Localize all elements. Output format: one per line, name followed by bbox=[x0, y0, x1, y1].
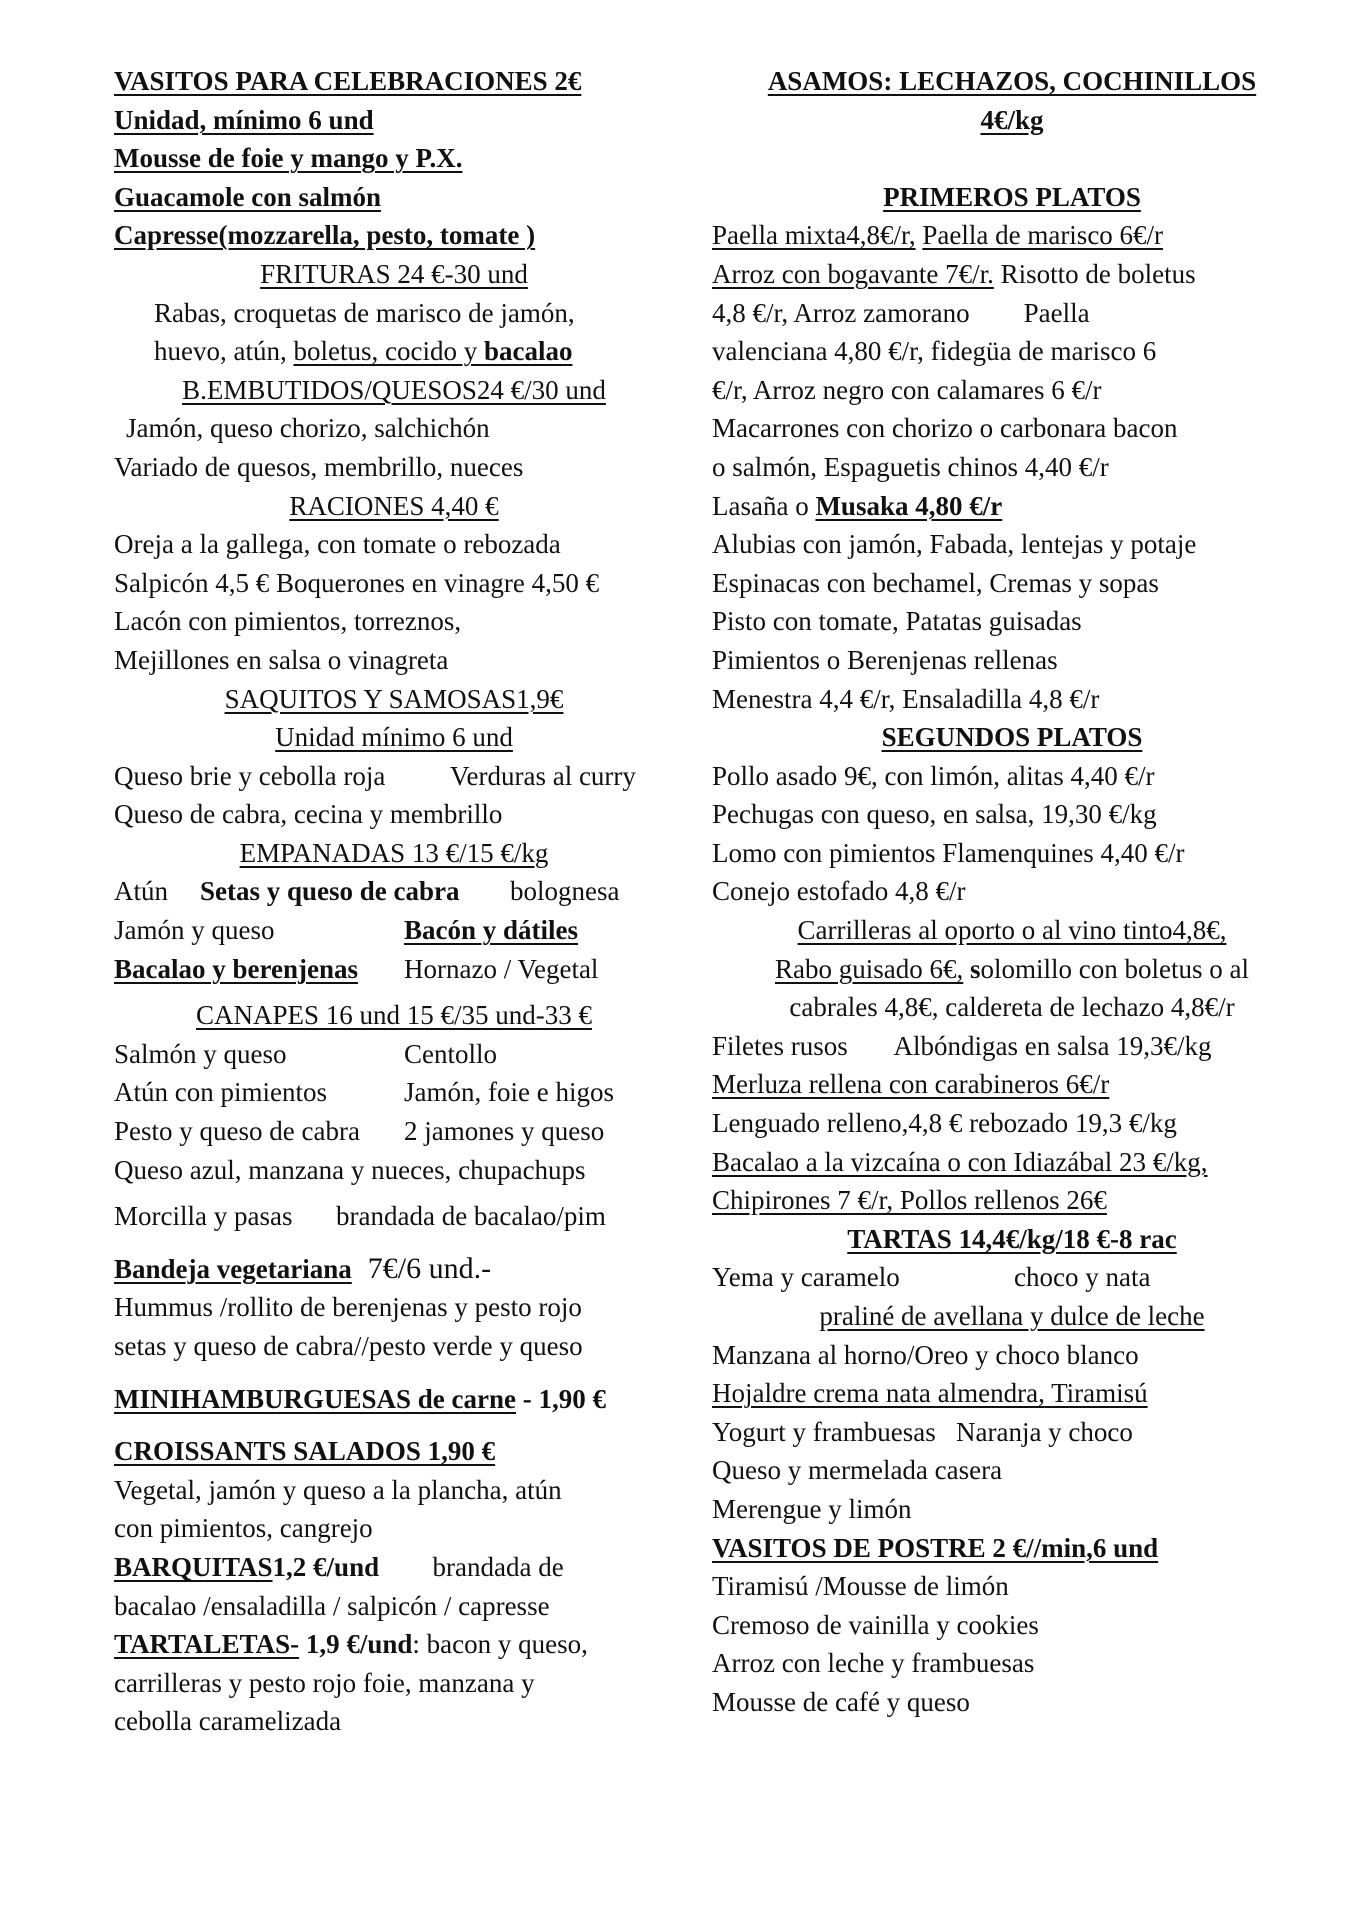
vasitos-postre-item: Mousse de café y queso bbox=[712, 1686, 970, 1717]
segundos-line: Merluza rellena con carabineros 6€/r bbox=[712, 1069, 1110, 1100]
segundos-line: Rabo guisado 6€, solomillo con boletus o al bbox=[775, 953, 1249, 984]
vasitos-item: Mousse de foie y mango y P.X. bbox=[114, 143, 463, 174]
barquitas-title: BARQUITAS1,2 €/und brandada de bbox=[114, 1551, 564, 1582]
segundos-line: Carrilleras al oporto o al vino tinto4,8€, bbox=[797, 915, 1227, 946]
primeros-line: Lasaña o Musaka 4,80 €/r bbox=[712, 490, 1003, 521]
croissants-title: CROISSANTS SALADOS 1,90 € bbox=[114, 1436, 496, 1467]
empanadas-row: Atún Setas y queso de cabra bolognesa bbox=[114, 876, 620, 907]
vasitos-item: Guacamole con salmón bbox=[114, 181, 381, 212]
raciones-line: Lacón con pimientos, torreznos, bbox=[114, 606, 462, 637]
barquitas-line: bacalao /ensaladilla / salpicón / capresse bbox=[114, 1590, 550, 1621]
primeros-line: Menestra 4,4 €/r, Ensaladilla 4,8 €/r bbox=[712, 683, 1100, 714]
vasitos-postre-item: Tiramisú /Mousse de limón bbox=[712, 1571, 1009, 1602]
croissants-line: Vegetal, jamón y queso a la plancha, atún bbox=[114, 1474, 562, 1505]
raciones-title: RACIONES 4,40 € bbox=[289, 490, 499, 521]
vasitos-unit: Unidad, mínimo 6 und bbox=[114, 104, 374, 135]
raciones-line: Salpicón 4,5 € Boquerones en vinagre 4,50 € bbox=[114, 567, 600, 598]
tartas-line: Merengue y limón bbox=[712, 1493, 912, 1524]
vasitos-postre-item: Cremoso de vainilla y cookies bbox=[712, 1609, 1039, 1640]
primeros-title: PRIMEROS PLATOS bbox=[883, 181, 1141, 212]
segundos-line: Chipirones 7 €/r, Pollos rellenos 26€ bbox=[712, 1185, 1107, 1216]
vasitos-title: VASITOS PARA CELEBRACIONES 2€ bbox=[114, 66, 582, 96]
frituras-line: Rabas, croquetas de marisco de jamón, bbox=[154, 297, 575, 328]
tartas-line: Yema y caramelo choco y nata bbox=[712, 1262, 1151, 1293]
right-column bbox=[712, 62, 1312, 1722]
vegetariana-title: Bandeja vegetariana 7€/6 und.- bbox=[114, 1251, 492, 1285]
raciones-line: Mejillones en salsa o vinagreta bbox=[114, 644, 449, 675]
canapes-row: Pesto y queso de cabra 2 jamones y queso bbox=[114, 1116, 605, 1147]
segundos-line: cabrales 4,8€, caldereta de lechazo 4,8€/r bbox=[789, 992, 1235, 1023]
asamos-price: 4€/kg bbox=[980, 104, 1044, 135]
vegetariana-line: setas y queso de cabra//pesto verde y queso bbox=[114, 1331, 583, 1361]
saquitos-line: Queso brie y cebolla roja Verduras al curry bbox=[114, 760, 636, 791]
primeros-line: Macarrones con chorizo o carbonara bacon bbox=[712, 413, 1178, 444]
frituras-line: huevo, atún, boletus, cocido y bacalao bbox=[154, 336, 573, 367]
left-column bbox=[114, 62, 674, 1741]
primeros-line: €/r, Arroz negro con calamares 6 €/r bbox=[712, 374, 1102, 405]
segundos-line: Lomo con pimientos Flamenquines 4,40 €/r bbox=[712, 837, 1185, 868]
tartas-title: TARTAS 14,4€/kg/18 €-8 rac bbox=[847, 1223, 1177, 1254]
saquitos-line: Queso de cabra, cecina y membrillo bbox=[114, 799, 503, 830]
asamos-title: ASAMOS: LECHAZOS, COCHINILLOS bbox=[767, 66, 1257, 96]
frituras-title: FRITURAS 24 €-30 und bbox=[260, 258, 528, 289]
primeros-line: Espinacas con bechamel, Cremas y sopas bbox=[712, 567, 1159, 598]
embutidos-line: Jamón, queso chorizo, salchichón bbox=[126, 413, 490, 444]
tartas-line: Manzana al horno/Oreo y choco blanco bbox=[712, 1339, 1139, 1370]
segundos-title: SEGUNDOS PLATOS bbox=[881, 722, 1143, 753]
primeros-line: Paella mixta4,8€/r, Paella de marisco 6€/r bbox=[712, 220, 1164, 251]
canapes-title: CANAPES 16 und 15 €/35 und-33 € bbox=[195, 1000, 593, 1031]
saquitos-unit: Unidad mínimo 6 und bbox=[275, 722, 513, 753]
canapes-line: Morcilla y pasas brandada de bacalao/pim bbox=[114, 1201, 606, 1232]
empanadas-row: Bacalao y berenjenas Hornazo / Vegetal bbox=[114, 953, 599, 984]
segundos-line: Bacalao a la vizcaína o con Idiazábal 23 €/kg, bbox=[712, 1146, 1208, 1177]
raciones-line: Oreja a la gallega, con tomate o rebozada bbox=[114, 529, 561, 560]
primeros-line: valenciana 4,80 €/r, fidegüa de marisco 6 bbox=[712, 336, 1157, 367]
primeros-line: 4,8 €/r, Arroz zamorano Paella bbox=[712, 297, 1090, 328]
segundos-line: Pollo asado 9€, con limón, alitas 4,40 €/r bbox=[712, 760, 1155, 791]
embutidos-title: B.EMBUTIDOS/QUESOS24 €/30 und bbox=[182, 374, 606, 405]
tartas-line: Hojaldre crema nata almendra, Tiramisú bbox=[712, 1378, 1148, 1409]
canapes-row: Salmón y queso Centollo bbox=[114, 1038, 497, 1069]
tartaletas-line: carrilleras y pesto rojo foie, manzana y bbox=[114, 1667, 535, 1698]
empanadas-title: EMPANADAS 13 €/15 €/kg bbox=[239, 837, 549, 868]
tartas-line: praliné de avellana y dulce de leche bbox=[819, 1301, 1205, 1331]
segundos-line: Lenguado relleno,4,8 € rebozado 19,3 €/kg bbox=[712, 1108, 1177, 1139]
tartaletas-title: TARTALETAS- 1,9 €/und: bacon y queso, bbox=[114, 1629, 588, 1660]
vasitos-item: Capresse(mozzarella, pesto, tomate ) bbox=[114, 220, 536, 251]
primeros-line: Pisto con tomate, Patatas guisadas bbox=[712, 606, 1082, 637]
minihamburguesas-title: MINIHAMBURGUESAS de carne - 1,90 € bbox=[114, 1383, 606, 1414]
empanadas-row: Jamón y queso Bacón y dátiles bbox=[114, 915, 579, 946]
tartaletas-line: cebolla caramelizada bbox=[114, 1706, 342, 1737]
vasitos-postre-title: VASITOS DE POSTRE 2 €//min,6 und bbox=[712, 1532, 1159, 1563]
croissants-line: con pimientos, cangrejo bbox=[114, 1513, 373, 1544]
vasitos-postre-item: Arroz con leche y frambuesas bbox=[712, 1648, 1035, 1679]
tartas-line: Yogurt y frambuesas Naranja y choco bbox=[712, 1416, 1133, 1447]
primeros-line: Alubias con jamón, Fabada, lentejas y potaje bbox=[712, 529, 1197, 560]
primeros-line: o salmón, Espaguetis chinos 4,40 €/r bbox=[712, 451, 1109, 482]
embutidos-line: Variado de quesos, membrillo, nueces bbox=[114, 451, 524, 482]
vegetariana-line: Hummus /rollito de berenjenas y pesto rojo bbox=[114, 1292, 582, 1323]
segundos-line: Conejo estofado 4,8 €/r bbox=[712, 876, 966, 907]
segundos-line: Filetes rusos Albóndigas en salsa 19,3€/kg bbox=[712, 1030, 1212, 1061]
tartas-line: Queso y mermelada casera bbox=[712, 1455, 1003, 1486]
primeros-line: Pimientos o Berenjenas rellenas bbox=[712, 644, 1058, 675]
primeros-line: Arroz con bogavante 7€/r. Risotto de boletus bbox=[712, 258, 1196, 289]
canapes-line: Queso azul, manzana y nueces, chupachups bbox=[114, 1154, 586, 1185]
segundos-line: Pechugas con queso, en salsa, 19,30 €/kg bbox=[712, 799, 1157, 830]
saquitos-title: SAQUITOS Y SAMOSAS1,9€ bbox=[224, 683, 564, 714]
canapes-row: Atún con pimientos Jamón, foie e higos bbox=[114, 1077, 614, 1108]
